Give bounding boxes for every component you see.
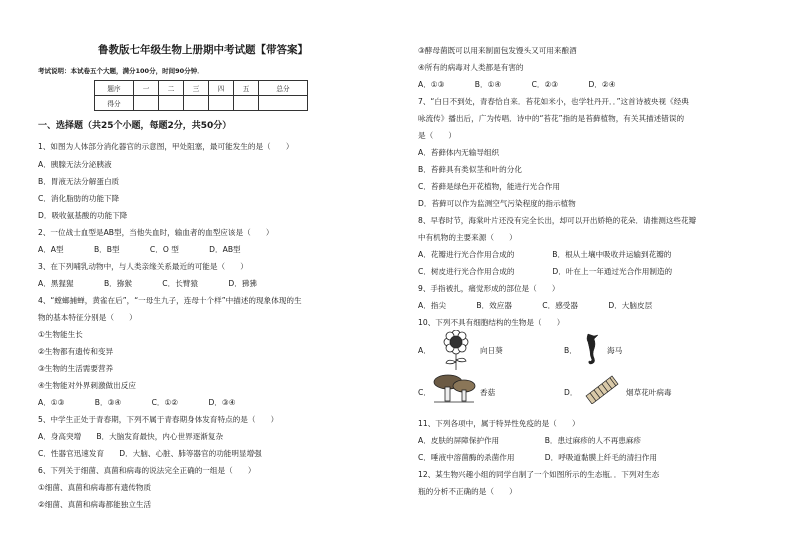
question-line: ③酵母菌既可以用来制面包发馒头又可用来酿酒 xyxy=(418,46,577,55)
option-label: 香菇 xyxy=(480,388,496,397)
question-line: 是（ ） xyxy=(418,131,456,140)
question-line: A．花瓣进行光合作用合成的 B．根从土壤中吸收并运输到花瓣的 xyxy=(418,250,672,259)
question-line: C．性器官迅速发育 D．大脑、心脏、肺等器官的功能明显增强 xyxy=(38,449,262,458)
score-cell[interactable] xyxy=(234,96,259,111)
score-header-cell: 题序 xyxy=(95,81,134,96)
question-line: 物的基本特征分别是（ ） xyxy=(38,313,137,322)
question-line: 12、某生物兴趣小组的同学自制了一个如图所示的生态瓶．．下列对生态 xyxy=(418,470,660,479)
question-line: ②生物都有遗传和变异 xyxy=(38,347,114,356)
mushroom-icon xyxy=(432,372,476,404)
left-column xyxy=(38,0,410,550)
score-cell[interactable] xyxy=(209,96,234,111)
question-line: A．苔藓体内无输导组织 xyxy=(418,148,500,157)
question-line: A．黑猩猩 B．猕猴 C．长臂猿 D．狒狒 xyxy=(38,279,257,288)
question-line: 1、如图为人体部分消化器官的示意图，甲处阻塞，最可能发生的是（ ） xyxy=(38,142,294,151)
score-cell[interactable] xyxy=(184,96,209,111)
question-line: 6、下列关于细菌、真菌和病毒的说法完全正确的一组是（ ） xyxy=(38,466,256,475)
question-line: ③生物的生活需要营养 xyxy=(38,364,114,373)
question-line: ①生物能生长 xyxy=(38,330,83,339)
option-letter: A． xyxy=(418,346,431,355)
exam-note: 考试说明：本试卷五个大题，满分100分，时间90分钟． xyxy=(38,67,204,75)
score-cell[interactable] xyxy=(159,96,184,111)
question-line: 咏流传》播出后，广为传唱．诗中的“苔花”指的是苔藓植物，有关其描述错误的 xyxy=(418,114,685,123)
question-line: 5、中学生正处于青春期，下列不属于青春期身体发育特点的是（ ） xyxy=(38,415,279,424)
question-line: 7、“白日不到处，青春恰自来．苔花如米小，也学牡丹开．．”这首诗被央视《经典 xyxy=(418,97,689,106)
question-line: C．唾液中溶菌酶的杀菌作用 D．呼吸道黏膜上纤毛的清扫作用 xyxy=(418,453,657,462)
option-letter: B． xyxy=(564,346,577,355)
question-line: 11、下列各项中，属于特异性免疫的是（ ） xyxy=(418,419,580,428)
score-header-cell: 五 xyxy=(234,81,259,96)
question-line: A．身高突增 B．大脑发育最快，内心世界逐渐复杂 xyxy=(38,432,224,441)
score-cell[interactable] xyxy=(259,96,308,111)
question-line: C．苔藓是绿色开花植物，能进行光合作用 xyxy=(418,182,560,191)
question-line: A．胰腺无法分泌胰液 xyxy=(38,160,112,169)
question-line: A．A型 B．B型 C．O 型 D．AB型 xyxy=(38,245,241,254)
question-line: 3、在下列哺乳动物中，与人类亲缘关系最近的可能是（ ） xyxy=(38,262,248,271)
seahorse-icon xyxy=(582,332,602,366)
virus-icon xyxy=(582,372,622,404)
question-line: A．皮肤的屏障保护作用 B．患过麻疹的人不再患麻疹 xyxy=(418,436,642,445)
question-line: A．指尖 B．效应器 C．感受器 D．大脑皮层 xyxy=(418,301,653,310)
score-table-score-row xyxy=(95,96,308,111)
question-line: ④生物能对外界刺激做出反应 xyxy=(38,381,136,390)
question-line: A．①③ B．③④ C．①② D．③④ xyxy=(38,398,236,407)
score-table xyxy=(94,80,308,111)
option-label: 向日葵 xyxy=(480,346,503,355)
question-line: C．消化脂肪的功能下降 xyxy=(38,194,120,203)
question-line: ④所有的病毒对人类都是有害的 xyxy=(418,63,524,72)
score-cell[interactable] xyxy=(134,96,159,111)
question-line: C．树皮进行光合作用合成的 D．叶在上一年通过光合作用制造的 xyxy=(418,267,673,276)
option-letter: C． xyxy=(418,388,431,397)
score-header-cell: 一 xyxy=(134,81,159,96)
question-line: A．①③ B．①④ C．②③ D．②④ xyxy=(418,80,616,89)
question-line: ①细菌、真菌和病毒都有遗传物质 xyxy=(38,483,152,492)
sunflower-icon xyxy=(438,330,474,370)
section-heading: 一、选择题（共25个小题，每题2分，共50分） xyxy=(38,121,232,131)
question-line: ②细菌、真菌和病毒都能独立生活 xyxy=(38,500,152,509)
question-line: 2、一位战士血型是AB型，当他失血时，输血者的血型应该是（ ） xyxy=(38,228,274,237)
question-line: 10、下列不具有细胞结构的生物是（ ） xyxy=(418,318,565,327)
score-header-cell: 四 xyxy=(209,81,234,96)
option-label: 海马 xyxy=(607,346,623,355)
score-header-cell: 二 xyxy=(159,81,184,96)
page-title: 鲁教版七年级生物上册期中考试题【带答案】 xyxy=(98,44,308,56)
option-label: 烟草花叶病毒 xyxy=(626,388,672,397)
question-line: 4、“螳螂捕蝉，黄雀在后”，“一母生九子，连母十个样”中描述的现象体现的生 xyxy=(38,296,302,305)
right-column xyxy=(418,0,790,550)
score-header-cell: 三 xyxy=(184,81,209,96)
question-line: 8、早春时节，海棠叶片还没有完全长出，却可以开出娇艳的花朵．请推测这些花瓣 xyxy=(418,216,697,225)
question-line: B．胃液无法分解蛋白质 xyxy=(38,177,120,186)
question-line: B．苔藓具有类似茎和叶的分化 xyxy=(418,165,522,174)
question-line: D．吸收氨基酸的功能下降 xyxy=(38,211,128,220)
score-table-header-row xyxy=(95,81,308,96)
score-header-cell: 总分 xyxy=(259,81,308,96)
score-row-label: 得分 xyxy=(95,96,134,111)
question-line: 瓶的分析不正确的是（ ） xyxy=(418,487,517,496)
option-letter: D． xyxy=(564,388,578,397)
question-line: D．苔藓可以作为监测空气污染程度的指示植物 xyxy=(418,199,576,208)
question-line: 中有机物的主要来源（ ） xyxy=(418,233,517,242)
question-line: 9、手指被扎，痛觉形成的部位是（ ） xyxy=(418,284,560,293)
